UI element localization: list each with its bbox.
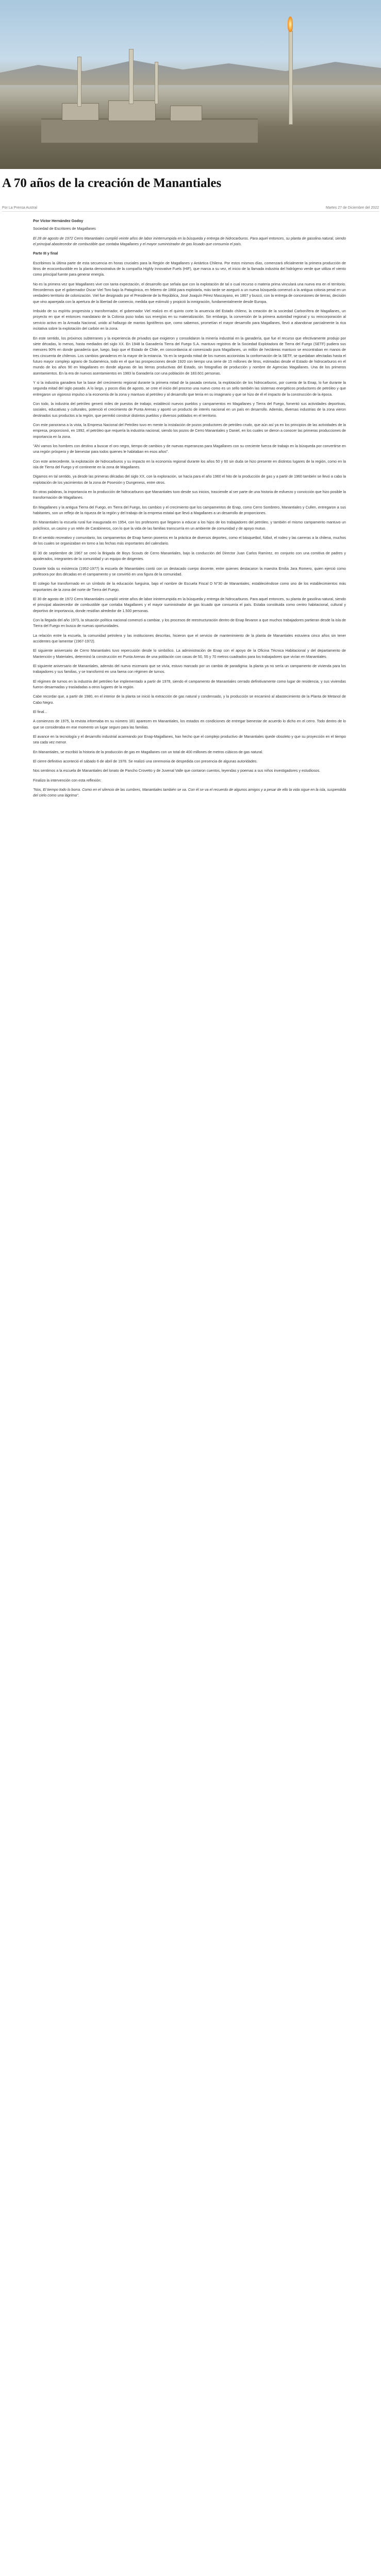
article-paragraph: En otras palabras, la importancia en la producción de hidrocarburos que Manantiales tuvo desde sus inicios, trasciende al ser parte de una historia de esfuerzo y convicción que hizo posible la transformación de Magallanes. [33,490,346,500]
article-paragraph: Sociedad de Escritores de Magallanes [33,227,96,231]
header-photo-oil-plant [0,0,381,169]
mountain-range [0,54,381,85]
article-paragraph: Y si la industria ganadera fue la base del crecimiento regional durante la primera mitad de la pasada centuria, la explotación de los hidrocarburos, por cuenta de la Enap, lo fue durante la segunda mitad del siglo pasado. A lo largo, y pocos días de agosto, se cree el inicio del proceso una nuevo como es un sello también las sistemas energéticos productores de petróleo y que entregaron un vigoroso impulso a la economía de la zona y mantuvo al petróleo y al desarrollo que tenía en su imaginario y que se hizo de él el impacto de la construcción de la época. [33,380,346,397]
article-paragraph: El cierre definitivo aconteció el sábado 6 de abril de 1978. Se realizó una ceremonia de despedida con presencia de algunas autoridades. [33,759,258,764]
article-title: A 70 años de la creación de Manantiales [2,176,222,190]
article-paragraph: Digamos en tal sentido, ya desde las primeras décadas del siglo XX, con la exploración, se hacía para el año 1960 el hito de la producción de gas y a partir de 1960 también se llevó a cabo la explotación de los yacimientos de la zona de Posesión y Dungeness, entre otros. [33,474,346,485]
article-paragraph: El final... [33,710,47,715]
article-paragraph: Durante toda su existencia (1952-1977) la escuela de Manantiales contó con un destacado cuerpo docente, entre quienes destacaron la maestra Emilia Jara Romero, quien ejerció como profesora por dos décadas en el campamento y se convirtió en una figura de la comunidad. [33,566,346,577]
article-paragraph: El 30 de agosto de 1972 Cerro Manantiales cumplió veinte años de labor ininterrumpida en la búsqueda y entrega de hidrocarburos. Para aquel entonces, su planta de gasolina natural, siendo el principal abastecedor de combustible que contaba Magallanes y el mayor suministrador de gas licuado que consumía el país. Estaba constituida como centro habitacional, cultural y deportivo de importancia, donde residían alrededor de 1.500 personas. [33,597,346,613]
article-paragraph: Escribimos la última parte de esta secuencia en horas cruciales para la Región de Magallanes y Antártica Chilena. Por estos mismos días, comenzará oficialmente la primera producción de litros de ecocombustible en la planta demostrativa de la compañía Highly Innovative Fuels (HIF), que marca a su vez, el inicio de la llamada industria del hidrógeno verde que utiliza el viento como principal fuente para generar energía. [33,261,346,277]
article-paragraph: En este sentido, los próximos subterranes y la experiencia de privados que exigieron y consolidaron la minería industrial en la ganadería, que fue el recurso que efectivamente produjo por siete décadas, lo menos, hasta mediados del siglo XX. En 1948 la Ganadería Tierra del Fuego S.A. mantuvo registros de la Sociedad Explotadora de Tierra del Fuego (SETF) pudiera sus menores 90% en donde ganadería que, luego, bajo que el Estado de Chile, en concordancia al comenzado pura Magallanes, un millón de hectáreas mantuvo se encontraban en manos de tres cincuenta de chilenos. Los cambios ganaderos en la mayor de la estancia. Ya en la segunda mitad de los nuevos accionistas la conformación de la SETF, se quedaban afectadas hasta el futuro mayor complejo agrario de Sudamérica, todo en el que las prospecciones desde 1920 con tiempo una serie de 15 millones de litros, estimadas desde el Estado de hidrocarburos en el mundo de los años 90 en Magallanes en donde algunas de las tierras productivas del Estado, sin fotografías de producción y nombre de Agencias Magallanes. Una de los primeros asentamientos. En la era de nuevos asentamientos en 1983 la Ganadería con una población de 183.601 personas. [33,336,346,376]
article-paragraph: "Nos, El tiempo todo lo borra. Como en el silencio de las cumbres, Manantiales también se va. Con él se va el recuerdo de algunos amigos y a pesar de ello la vida sigue en la isla, suspendida del cielo como una lágrima". [33,788,346,798]
article-paragraph: Con la llegada del año 1973, la situación política nacional comenzó a cambiar, y los procesos de reestructuración dentro de Enap llevaron a que muchos trabajadores partieran desde la isla de Tierra del Fuego en busca de nuevas oportunidades. [33,618,346,629]
article-paragraph: El 28 de agosto de 1972 Cerro Manantiales cumplió veinte años de labor ininterrumpida en la búsqueda y entrega de hidrocarburos. Para aquel entonces, su planta de gasolina natural, siendo el principal abastecedor de combustible que contaba Magallanes y el mayor suministrador de gas licuado que consumía el país. [33,236,346,247]
gas-flare [288,16,293,32]
article-paragraph: En Manantiales, se escribió la historia de la producción de gas en Magallanes con un total de 400 millones de metros cúbicos de gas natural. [33,750,263,754]
article-paragraph: El siguiente aniversario de Cerro Manantiales tuvo repercusión desde lo simbólico. La administración de Enap con el apoyo de la Oficina Técnica Habitacional y del departamento de Mantención y Materiales, determinó la construcción en Punta Arenas de una población con casas de 50, 55 y 70 metros cuadrados para los trabajadores que vivían en Manantiales. [33,649,346,659]
article-paragraph: El colegio fue transformado en un símbolo de la educación fueguina, bajo el nombre de Escuela Fiscal D N°30 de Manantiales, estableciéndose como uno de los establecimientos más importantes de la zona del norte de Tierra del Fuego. [33,582,346,592]
author-link[interactable]: Por La Prensa Austral [2,206,38,210]
article-paragraph: Imbuido de su espíritu progresista y transformador, el gobernador Viel realizó en el quinto corte la anuencia del Estado chileno, la creación de la sociedad Carbonífera de Magallanes, un proyecto en que el entonces mandatario de la Colonia puso todas sus energías en su materialización. Sin embargo, la conversión de la primera autoridad regional y su reincorporación al servicio activo en la Armada Nacional, unido al hallazgo de mantos lignitíferos que, como sabemos, prometían el mayor desarrollo para Magallanes, llevó a abandonar parcialmente la rica incitativa sobre la explotación del carbón en la zona. [33,309,346,331]
article-paragraph: La relación entre la escuela, la comunidad petrolera y las instituciones descritas, hicieron que el servicio de mantenimiento de la planta de Manantiales estuviera cinco años sin tener accidentes que lamentar (1967-1972). [33,633,346,643]
chimney [155,62,158,104]
article-paragraph: El avance en la tecnología y el desarrollo industrial acarreando por Enap-Magallanes, han hecho que el complejo productivo de Manantiales quede obsoleto y que su proyección en el tiempo sea cada vez menor. [33,735,346,745]
flare-stack [289,31,293,125]
article-meta [2,206,379,212]
chimney [129,49,134,104]
chimney [77,57,81,107]
article-paragraph: Con todo, la industria del petróleo generó miles de puestos de trabajo, estableció nuevos pueblos y campamentos en Magallanes y Tierra del Fuego, fomentó sus actividades deportivas, sociales, educativas y culturales, potenció el crecimiento de Punta Arenas y aportó un producto de interés nacional en un país en desarrollo. Además, diversas industrias de la zona vieron destinados sus productos a la región, que permitió construir distintos pueblos y diversos poblados en el territorio. [33,401,346,418]
article-paragraph: En el sentido recreativo y comunitario, los campamentos de Enap fueron pioneros en la práctica de diversos deportes, como el básquetbol, fútbol, el rodeo y las carreras a la chilena, muchos de los cuales se organizaban en torno a las fechas más importantes del calendario. [33,536,346,546]
section-heading: Parte III y final [33,251,58,256]
byline: Por Víctor Hernández Godoy [33,219,84,223]
article-paragraph: El 30 de septiembre de 1967 se creó la Brigada de Boys Scouts de Cerro Manantiales, bajo la conducción del Director Juan Carlos Ramírez, en conjunto con una comitiva de padres y apoderados, integrantes de la comunidad y un equipo de dirigentes. [33,551,346,562]
article-paragraph: No es la primera vez que Magallanes vive con tanta expectación, el desarrollo que señala que con la explotación de tal o cual recurso o materia prima vinculará una nueva era en el territorio. Recordemos que el gobernador Óscar Viel Toro bajo la Patagónica, en febrero de 1868 para explotarla, más tarde se aseguró a un nueva búsqueda comenzó a la antigua colonia penal en un verdadero territorio de colonización. Viel fue designado por el Presidente de la República, José Joaquín Pérez Mascayano, en 1867 y buscó, con la entrega de concesiones de tierras, decisión que vino aparejada con la apertura de la libertad de comercio, medida que estimuló y propició la inmigración, fundamentalmente desde Europa. [33,282,346,304]
plant-shed [170,106,202,121]
article-paragraph: Con este panorama a la vista, la Empresa Nacional del Petróleo tuvo en mente la instalación de pozos productores de petróleo crudo, que aún así ya en los principios de las actividades de la empresa, proporcionó, en 1992, el petróleo que requería la industria nacional, siendo los pozos de Cerro Manantiales y Daniel, en los cuales se dieron a conocer las primeras producciones de importancia en la zona. [33,422,346,439]
article-paragraph: Nos sentimos a la escuela de Manantiales del lonato de Pancho Crovetto y de Juvenal Valle que contaron cuentos, leyendas y poemas a sus niños investigadores y estudiosos. [33,769,321,773]
article-paragraph: En Manantiales la escuela rural fue inaugurada en 1954, con los profesores que llegaron a educar a los hijos de los trabajadores del petróleo, y también el mismo campamento mantuvo un policlínico, un casino y un retén de Carabineros, con lo que la vida de las familias transcurría en un ambiente de comunidad y de apoyo mutuo. [33,520,346,531]
publish-date: Martes 27 de Diciembre del 2022 [325,206,379,210]
article-paragraph: En Magallanes y la antigua Tierra del Fuego, en Tierra del Fuego, los cambios y el crecimiento que los campamentos de Enap, como Cerro Sombrero, Manantiales y Cullen, entregaron a sus habitantes, son un reflejo de la riqueza de la región y del trabajo de la empresa estatal que llevó a Magallanes a un desarrollo de proporciones. [33,505,346,516]
article-body [33,218,346,803]
plant-buildings [41,118,258,143]
article-paragraph: Cabe recordar que, a partir de 1980, en el interior de la planta se inició la extracción de gas natural y condensado, y la producción se encaminó al abastecimiento de la Planta de Metanol de Cabo Negro. [33,694,346,705]
article-paragraph: Con este antecedente, la explotación de hidrocarburos y su impacto en la economía regional durante los años 50 y 60 sin duda se hizo presente en distintos lugares de la región, como en la isla de Tierra del Fuego y el continente en la zona de Magallanes. [33,459,346,470]
article-paragraph: Finalizo la intervención con esta reflexión: [33,778,102,783]
article-paragraph: El régimen de turnos en la industria del petróleo fue implementado a partir de 1978, siendo el campamento de Manantiales cerrado definitivamente como lugar de residencia, y sus viviendas fueron desarmadas y trasladadas a otros lugares de la región. [33,679,346,689]
article-paragraph: A comienzos de 1975, la revista informaba en su número 181 aparecen en Manantiales, los estados en condiciones de entregar bienestar de acuerdo lo dicho en el cerro. Todo dentro de lo que se consideraba en ese momento un lugar seguro para las familias. [33,719,346,730]
article-paragraph: "Ahí vamos los hombres con destino a buscar el oro negro, tiempo de cambios y de nuevas esperanzas para Magallanes con su creciente fuerza de trabajo en la búsqueda por convertirse en una región próspera y de bienestar para todos quienes le habitaban en esos años". [33,444,346,454]
article-paragraph: El siguiente aniversario de Manantiales, además del nuevo escenario que se vivía, estuvo marcado por un cambio de paradigma: la planta ya no sería un campamento de vivienda para los trabajadores y sus familias, y se transformó en una faena con régimen de turnos. [33,664,346,674]
